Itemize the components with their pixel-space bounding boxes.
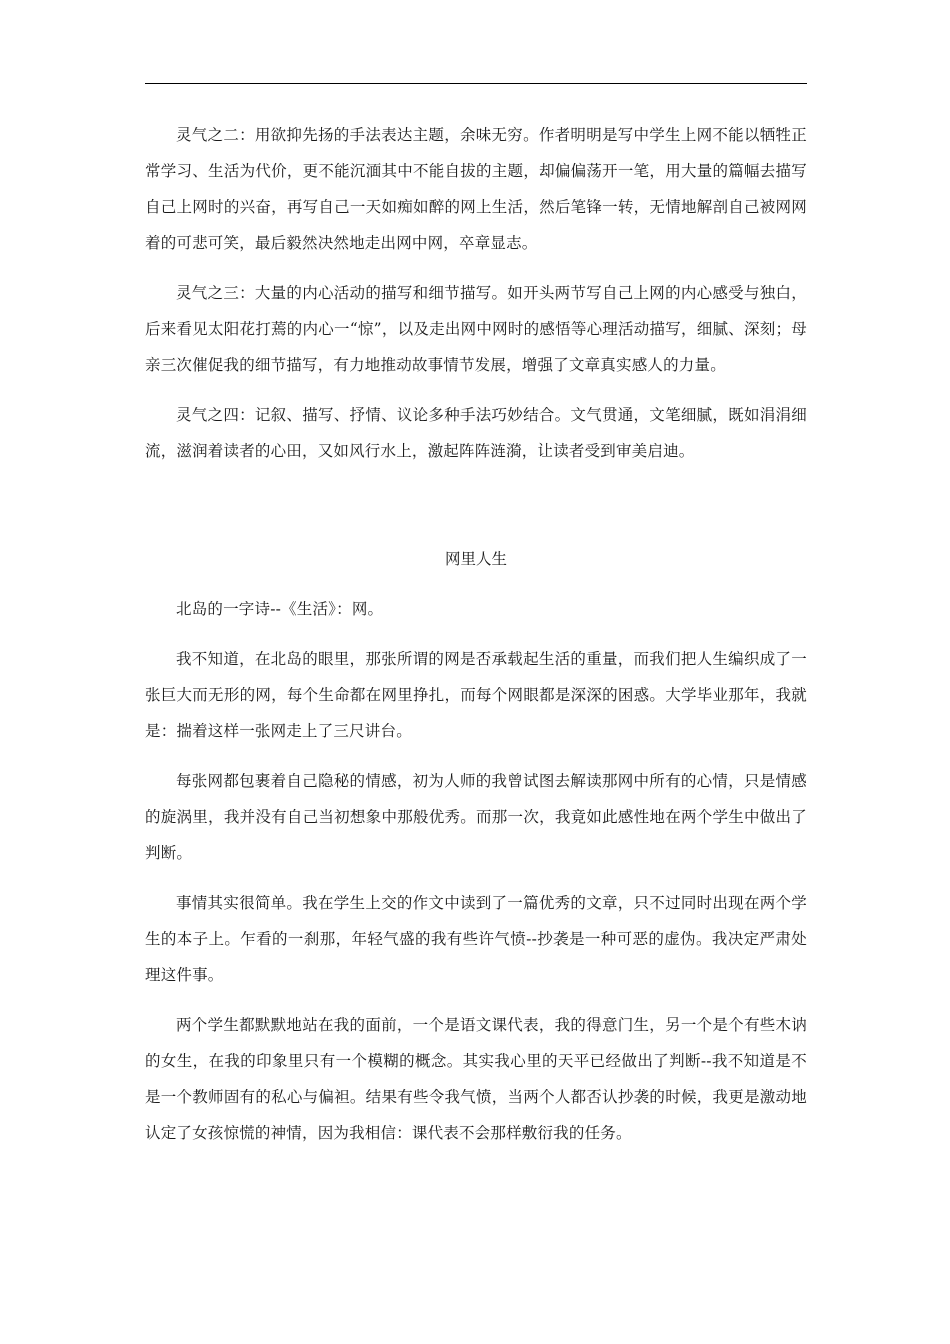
essay-paragraph: 事情其实很简单。我在学生上交的作文中读到了一篇优秀的文章，只不过同时出现在两个学生的本子上。乍看的一刹那，年轻气盛的我有些许气愤--抄袭是一种可恶的虚伪。我决定严肃处理这件事。 xyxy=(145,894,807,984)
commentary-paragraph: 灵气之四：记叙、描写、抒情、议论多种手法巧妙结合。文气贯通，文笔细腻，既如涓涓细流，滋润着读者的心田，又如风行水上，激起阵阵涟漪，让读者受到审美启迪。 xyxy=(145,406,807,460)
essay-paragraph: 北岛的一字诗--《生活》：网。 xyxy=(176,600,384,618)
page-content xyxy=(145,117,807,1151)
essay-paragraph: 两个学生都默默地站在我的面前，一个是语文课代表，我的得意门生，另一个是个有些木讷的女生，在我的印象里只有一个模糊的概念。其实我心里的天平已经做出了判断--我不知道是不是一个教师固有的私心与偏袒。结果有些令我气愤，当两个人都否认抄袭的时候，我更是激动地认定了女孩惊慌的神情，因为我相信：课代表不会那样敷衍我的任务。 xyxy=(145,1016,807,1142)
essay-title: 网里人生 xyxy=(444,550,507,568)
commentary-paragraph: 灵气之三：大量的内心活动的描写和细节描写。如开头两节写自己上网的内心感受与独白，后来看见太阳花打蔫的内心一“惊”，以及走出网中网时的感悟等心理活动描写，细腻、深刻；母亲三次催促我的细节描写，有力地推动故事情节发展，增强了文章真实感人的力量。 xyxy=(145,284,807,374)
commentary-paragraph: 灵气之二：用欲抑先扬的手法表达主题，余味无穷。作者明明是写中学生上网不能以牺牲正常学习、生活为代价，更不能沉湎其中不能自拔的主题，却偏偏荡开一笔，用大量的篇幅去描写自己上网时的兴奋，再写自己一天如痴如醉的网上生活，然后笔锋一转，无情地解剖自己被网网着的可悲可笑，最后毅然决然地走出网中网，卒章显志。 xyxy=(145,126,807,252)
essay-paragraph: 我不知道，在北岛的眼里，那张所谓的网是否承载起生活的重量，而我们把人生编织成了一张巨大而无形的网，每个生命都在网里挣扎，而每个网眼都是深深的困惑。大学毕业那年，我就是：揣着这样一张网走上了三尺讲台。 xyxy=(145,650,807,740)
essay-paragraph: 每张网都包裹着自己隐秘的情感，初为人师的我曾试图去解读那网中所有的心情，只是情感的旋涡里，我并没有自己当初想象中那般优秀。而那一次，我竟如此感性地在两个学生中做出了判断。 xyxy=(145,772,807,862)
header-rule xyxy=(145,83,807,84)
